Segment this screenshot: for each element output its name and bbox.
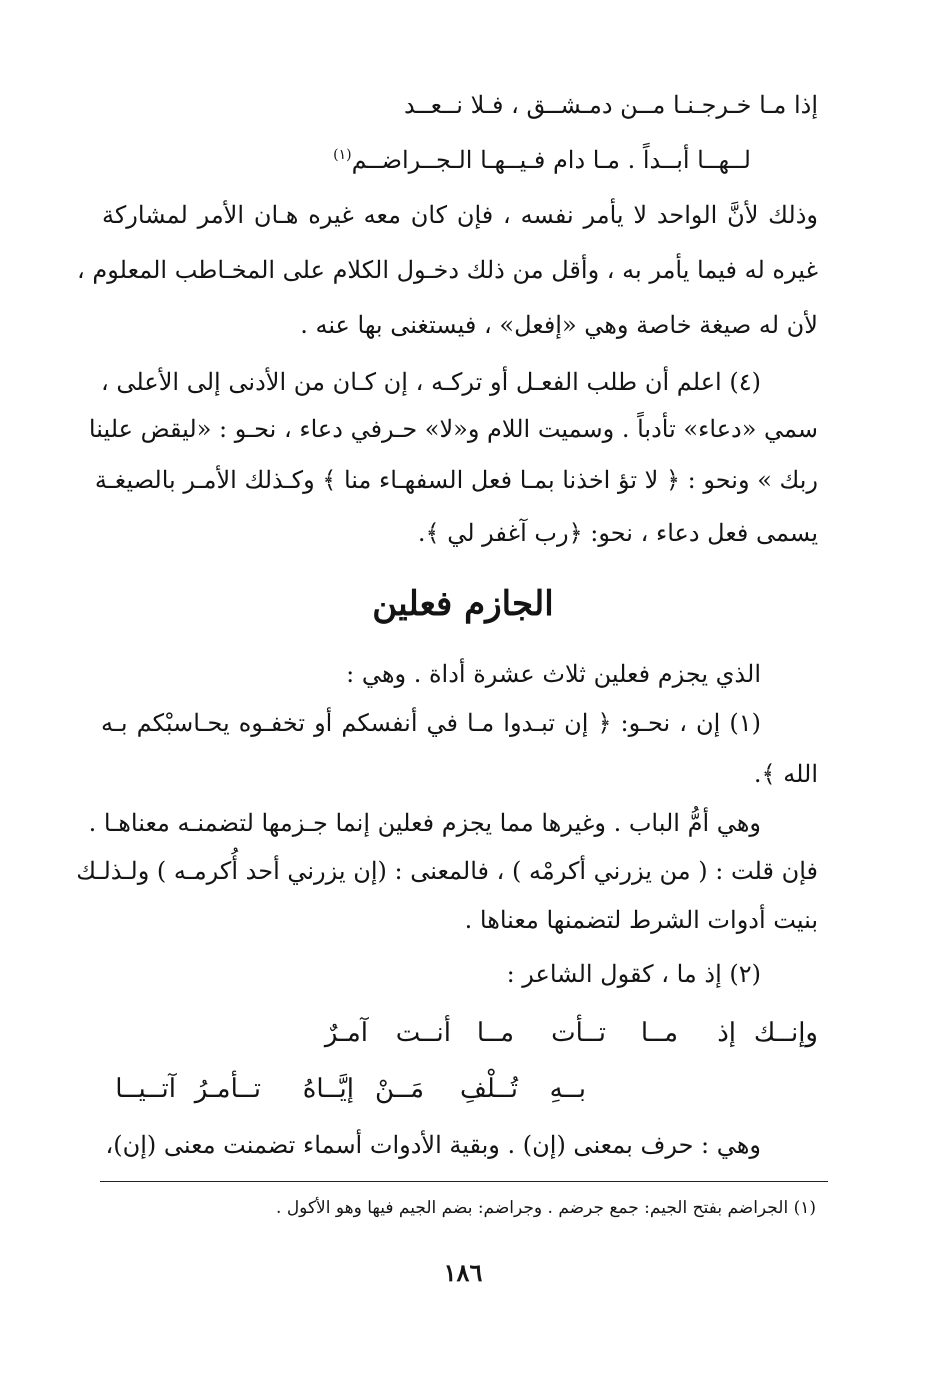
verse-line: إذا مـا خـرجـنـا مــن دمـشــق ، فـلا نــعــد [404, 91, 818, 119]
paragraph-line: الله ﴾. [753, 760, 818, 788]
footnote-separator [100, 1181, 828, 1182]
verse-word: مــا [640, 1018, 678, 1048]
verse-word: آتــيــا [115, 1074, 176, 1104]
verse-word: وإنــك [753, 1018, 818, 1048]
verse-word: مــا [476, 1018, 514, 1048]
paragraph-line: الذي يجزم فعلين ثلاث عشرة أداة . وهي : [346, 660, 761, 688]
verse-word: أنــت [395, 1018, 451, 1048]
paragraph-line: غيره له فيما يأمر به ، وأقل من ذلك دخـول الكلام على المخـاطب المعلوم ، [77, 256, 818, 284]
verse-line [333, 143, 751, 177]
paragraph-line: (٢) إذ ما ، كقول الشاعر : [506, 960, 761, 988]
verse-word: إذ [717, 1018, 736, 1048]
footnote: (١) الجراضم بفتح الجيم: جمع جرضم . وجراضم: بضم الجيم فيها وهو الأكول . [276, 1198, 816, 1218]
verse-text: لــهــا أبــداً . مـا دام فـيــهـا الـجــراضــم [351, 146, 751, 174]
verse-word: تــأت [551, 1018, 606, 1048]
paragraph-line: (٤) اعلم أن طلب الفعـل أو تركـه ، إن كـان من الأدنى إلى الأعلى ، [101, 368, 762, 396]
verse-word: تــأمـرُ [194, 1074, 261, 1104]
paragraph-line: وهي أمُّ الباب . وغيرها مما يجزم فعلين إنما جـزمها لتضمنـه معناهـا . [88, 809, 761, 837]
verse-word: تُــلْفِ [460, 1074, 518, 1104]
paragraph-line: لأن له صيغة خاصة وهي «إفعل» ، فيستغنى بها عنه . [300, 311, 818, 339]
page-number: ١٨٦ [443, 1258, 483, 1287]
paragraph-line: ربك » ونحو : ﴿ لا تؤ اخذنا بمـا فعل السفهـاء منا ﴾ وكـذلك الأمـر بالصيغـة [94, 466, 818, 494]
paragraph-line: فإن قلت : ( من يزرني أكرمْه ) ، فالمعنى : (إن يزرني أحد أُكرمـه ) ولـذلـك [76, 857, 818, 885]
footnote-marker[interactable]: (١) [333, 147, 352, 163]
verse-word: آمـرٌ [324, 1018, 368, 1048]
paragraph-line: (١) إن ، نحـو: ﴿ إن تبـدوا مـا في أنفسكم أو تخفـوه يحـاسبْكم بـه [101, 709, 761, 737]
verse-word: بــهِ [549, 1074, 586, 1104]
verse-word: إيَّــاهُ [302, 1074, 354, 1104]
paragraph-line: يسمى فعل دعاء ، نحو: ﴿رب آغفر لي ﴾. [417, 519, 818, 547]
paragraph-line: سمي «دعاء» تأدباً . وسميت اللام و«لا» حـرفي دعاء ، نحـو : «ليقض علينا [88, 415, 818, 443]
verse-word: مَــنْ [375, 1074, 424, 1104]
paragraph-line: بنيت أدوات الشرط لتضمنها معناها . [464, 906, 818, 934]
paragraph-line: وذلك لأنَّ الواحد لا يأمر نفسه ، فإن كان معه غيره هـان الأمر لمشاركة [102, 201, 818, 229]
paragraph-line: وهي : حرف بمعنى (إن) . وبقية الأدوات أسماء تضمنت معنى (إن)، [105, 1131, 761, 1159]
section-heading: الجازم فعلين [372, 584, 554, 624]
